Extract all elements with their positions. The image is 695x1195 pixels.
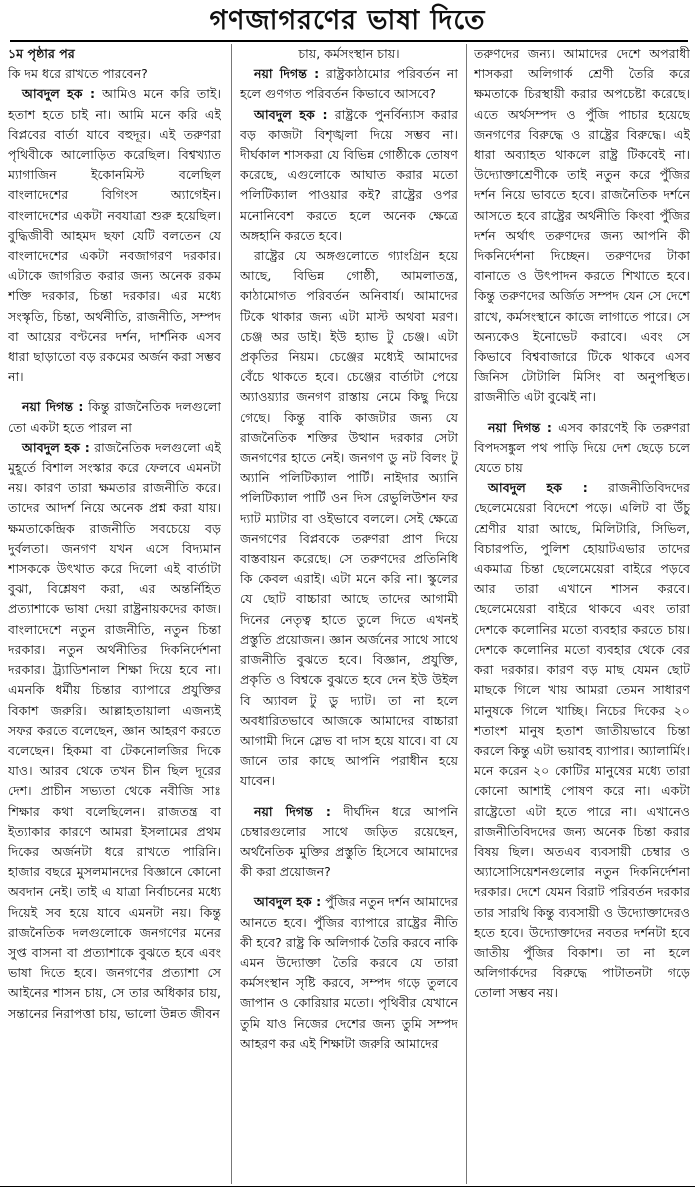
paragraph-text: দীর্ঘদিন ধরে আপনি চেম্বারগুলোর সাথে জড়িত রয়েছেন, অর্থনৈতিক মুক্তির প্রস্তুতি হিসেবে আমাদের কী করা প্রয়োজন? xyxy=(240,803,458,880)
speaker-label: নয়া দিগন্ত : xyxy=(254,803,331,819)
column-divider xyxy=(231,44,232,1184)
paragraph-text: এসব কারণেই কি তরুণরা বিপদসঙ্কুল পথ পাড়ি দিয়ে দেশ ছেড়ে চলে যেতে চায় xyxy=(474,419,690,476)
paragraph xyxy=(240,105,458,246)
speaker-label: নয়া দিগন্ত : xyxy=(254,66,320,82)
paragraph xyxy=(474,418,690,479)
paragraph-text: রাজনীতিবিদদের ছেলেমেয়েরা বিদেশে পড়ে। এলিট বা উঁচু শ্রেণীর যারা আছে, মিলিটারি, সিভিল, বিচারপতি, পুলিশ হোয়াটএভার তাদের একমাত্র চিন্তা ছেলেমেয়েরা বাইরে পড়বে আর তারা এখানে শাসন করবে। ছেলেমেয়েরা বাইরে থাকবে এবং তারা দেশকে কলোনির মতো ব্যবহার করতে চায়। দেশকে কলোনির মতো ব্যবহার থেকে বের করা দরকার। কারণ বড় মাছ যেমন ছোট মাছকে গিলে খায় আমরা তেমন সাধারণ মানুষকে গিলে খাচ্ছি। নিচের দিকের ২০ শতাংশ মানুষ হতাশ জাতীয়ভাবে চিন্তা করলে কিন্তু এটা ভয়াবহ ব্যাপার। অ্যালার্মিং। মনে করেন ২০ কোটির মানুষের মধ্যে তারা কোনো আশাই পোষণ করে না। একটা রাষ্ট্রেতো এটা হতে পারে না। এখানেও রাজনীতিবিদদের জন্য অনেক চিন্তা করার বিষয় ছিল। অতএব ব্যবসায়ী চেম্বার ও অ্যাসোসিয়েশনগুলোর নতুন দিকনির্দেশনা দরকার। দেশে যেমন বিরাট পরিবর্তন দরকার তার সারথি কিন্তু ব্যবসায়ী ও উদ্যোক্তাদেরও হতে হবে। উদ্যোক্তাদের নবতর দর্শনটা হবে জাতীয় পুঁজির বিকাশ। তা না হলে অলিগার্কদের বিরুদ্ধে পাটাতনটা গড়ে তোলা সম্ভব নয়। xyxy=(474,480,690,1001)
speaker-label: নয়া দিগন্ত : xyxy=(488,419,552,435)
paragraph xyxy=(240,44,458,64)
paragraph-text: কিন্তু রাজনৈতিক দলগুলো তো একটা হতে পারল না xyxy=(8,399,221,435)
article-column-1 xyxy=(8,44,221,1184)
speaker-label: আবদুল হক : xyxy=(254,106,328,122)
speaker-label: আবদুল হক : xyxy=(22,86,96,102)
paragraph xyxy=(240,892,458,1054)
paragraph-text: রাষ্ট্রকাঠামোর পরিবর্তন না হলে গুণগত পরিবর্তন কিভাবে আসবে? xyxy=(240,66,458,102)
paragraph-text: রাজনৈতিক দলগুলো এই মুহূর্তে বিশাল সংস্কার করে ফেলবে এমনটা নয়। কারণ তারা ক্ষমতার রাজনীতি করে। তাদের আদর্শ নিয়ে অনেক প্রশ্ন করা যায়। ক্ষমতাকেন্দ্রিক রাজনীতি সবচেয়ে বড় দুর্বলতা। জনগণ যখন এসে বিদ্যমান শাসককে উৎখাত করে দিলো এই বার্তাটা বুঝা, বিশ্লেষণ করা, এর অন্তর্নিহিত প্রত্যাশাকে ভাষা দেয়া রাষ্ট্রনায়কদের কাজ। বাংলাদেশে নতুন রাজনীতি, নতুন চিন্তা দরকার। নতুন অর্থনীতির দিকনির্দেশনা দরকার। ট্র্যাডিশনাল শিক্ষা দিয়ে হবে না। এমনকি ধর্মীয় চিন্তার ব্যাপারে প্রযুক্তির বিকাশ জরুরি। আল্লাহতায়ালা এজন্যই সফর করতে বলেছেন, জ্ঞান আহরণ করতে বলেছেন। হিকমা বা টেকনোলজির দিকে যাও। আরব থেকে তখন চীন ছিল দূরের দেশ। প্রাচীন সভ্যতা থেকে নবীজি সাঃ শিক্ষার কথা বলেছিলেন। রাজতন্ত্র বা ইত্যাকার কারণে আমরা ইসলামের প্রথম দিকের অর্জনটা ধরে রাখতে পারিনি। হাজার বছরে মুসলমানদের বিজ্ঞানে কোনো অবদান নেই। তাই এ যাত্রা নির্বাচনের মধ্যে দিয়েই সব হয়ে যাবে এমনটা নয়। কিন্তু রাজনৈতিক দলগুলোকে জনগণের মনের সুপ্ত বাসনা বা প্রত্যাশাকে বুঝতে হবে এবং ভাষা দিতে হবে। জনগণের প্রত্যাশা সে আইনের শাসন চায়, সে তার অধিকার চায়, সন্তানের নিরাপত্তা চায়, ভালো উন্নত জীবন xyxy=(8,439,221,1021)
paragraph-text: রাষ্ট্রের যে অঙ্গগুলোতে গ্যাংগ্রিন হয়ে আছে, বিভিন্ন গোষ্ঠী, আমলাতন্ত্র, কাঠামোগত পরিবর্তন অনিবার্য। আমাদের টিকে থাকার জন্য এটা মাস্ট অথবা মরণ। চেঞ্জ অর ডাই। ইউ হ্যাভ টু চেঞ্জ। এটা প্রকৃতির নিয়ম। চেঞ্জের মধ্যেই আমাদের বেঁচে থাকতে হবে। চেঞ্জের বার্তাটা পেয়ে অ্যাওয়্যার জনগণ রাস্তায় নেমে কিছু দিয়ে গেছে। কিন্তু বাকি কাজটার জন্য যে রাজনৈতিক শক্তির উত্থান দরকার সেটা জনগণের হাতে নেই। জনগণ ডু নট বিলং টু অ্যানি পলিটিক্যাল পার্টি। নাইদার অ্যানি পলিটিক্যাল পার্টি ওন দিস রেভুলিউশন ফর দ্যাট ম্যাটার বা ওইভাবে বললে। সেই ক্ষেত্রে জনগণের বিপ্লবকে তরুণরা প্রাণ দিয়ে বাস্তবায়ন করেছে। সে তরুণদের প্রতিনিধি কি কেবল এরাই। এটা মনে করি না। স্কুলের যে ছোট বাচ্চারা আছে তাদের আগামী দিনের নেতৃত্ব হাতে তুলে দিতে এখনই প্রস্তুতি প্রয়োজন। জ্ঞান অর্জনের সাথে সাথে রাজনীতি বুঝতে হবে। বিজ্ঞান, প্রযুক্তি, প্রকৃতি ও বিশ্বকে বুঝতে হবে দেন ইউ উইল বি অ্যাবল টু ডু দ্যাট। তা না হলে অবধারিতভাবে আজকে আমাদের বাচ্চারা আগামী দিনে স্লেভ বা দাস হয়ে যাবে। বা যে জানে তার কাছে আপনি পরাধীন হয়ে যাবেন। xyxy=(240,248,458,789)
paragraph xyxy=(8,64,221,84)
paragraph xyxy=(8,438,221,1024)
paragraph xyxy=(240,802,458,883)
speaker-label: আবদুল হক : xyxy=(488,480,588,496)
paragraph xyxy=(240,64,458,104)
paragraph-text: পুঁজির নতুন দর্শন আমাদের আনতে হবে। পুঁজির ব্যাপারে রাষ্ট্রের নীতি কী হবে? রাষ্ট্র কি অলিগার্ক তৈরি করবে নাকি এমন উদ্যোক্তা তৈরি করবে যে তারা কর্মসংস্থান সৃষ্টি করবে, সম্পদ গড়ে তুলবে জাপান ও কোরিয়ার মতো। পৃথিবীর যেখানে তুমি যাও নিজের দেশের জন্য তুমি সম্পদ আহরণ কর এই শিক্ষাটা জরুরি আমাদের xyxy=(240,894,458,1051)
article-column-3 xyxy=(474,44,690,1184)
headline: গণজাগরণের ভাষা দিতে xyxy=(209,5,486,36)
paragraph xyxy=(8,84,221,387)
column-divider xyxy=(466,44,467,1184)
paragraph-text: কি দম ধরে রাখতে পারবেন? xyxy=(8,66,148,82)
headline-rule xyxy=(10,40,688,42)
paragraph-text: আমিও মনে করি তাই। হতাশ হতে চাই না। আমি মনে করি এই বিপ্লবের বার্তা যাবে বহুদূর। এই তরুণরা পৃথিবীকে আলোড়িত করেছিল। বিশ্বখ্যাত ম্যাগাজিন ইকোনমিস্ট বলেছিল বাংলাদেশের বিগিংস অ্যাগেইন। বাংলাদেশের একটা নবযাত্রা শুরু হয়েছিল। বুদ্ধিজীবী আহমদ ছফা যেটি বলতেন যে বাংলাদেশের একটা নবজাগরণ দরকার। এটাকে জাগরিত করার জন্য অনেক রকম শক্তি দরকার, চিন্তা দরকার। এর মধ্যে সংস্কৃতি, চিন্তা, অর্থনীতি, রাজনীতি, সম্পদ বা আয়ের বণ্টনের দর্শন, দার্শনিক এসব ধারা ছাড়াতো বড় রকমের অর্জন করা সম্ভব না। xyxy=(8,86,221,385)
speaker-label: আবদুল হক : xyxy=(254,894,322,910)
paragraph-text: চায়, কর্মসংস্থান চায়। xyxy=(298,46,400,61)
paragraph xyxy=(474,44,690,408)
continued-from-label: ১ম পৃষ্ঠার পর xyxy=(8,46,75,61)
article-column-2 xyxy=(240,44,458,1184)
paragraph-text: তরুণদের জন্য। আমাদের দেশে অপরাধী শাসকরা অলিগার্ক শ্রেণী তৈরি করে ক্ষমতাকে চিরস্থায়ী করার অপচেষ্টা করেছে। এতে অর্থসম্পদ ও পুঁজি পাচার হয়েছে জনগণের বিরুদ্ধে ও রাষ্ট্রের বিরুদ্ধে। এই ধারা অব্যাহত থাকলে রাষ্ট্র টিকবেই না। উদ্যোক্তাশ্রেণীকে তাই নতুন করে পুঁজির দর্শন নিয়ে ভাবতে হবে। রাজনৈতিক দর্শনে আসতে হবে রাষ্ট্রের অর্থনীতি কিংবা পুঁজির দর্শন অর্থাৎ তরুণদের জন্য আপনি কী দিকনির্দেশনা দিচ্ছেন। তরুণদের টাকা বানাতে ও উৎপাদন করতে শিখাতে হবে। কিন্তু তরুণদের অর্জিত সম্পদ যেন সে দেশে রাখে, কর্মসংস্থানে কাজে লাগাতে পারে। সে অন্যকেও ইনোভেট করাবে। এবং সে কিভাবে বিশ্ববাজারে টিকে থাকবে এসব জিনিস টোটালি মিসিং বা অনুপস্থিত। রাজনীতি এটা বুঝেই না। xyxy=(474,46,690,405)
speaker-label: নয়া দিগন্ত : xyxy=(22,399,84,415)
paragraph-text: রাষ্ট্রকে পুনর্বিন্যাস করার বড় কাজটা বিশৃঙ্খলা দিয়ে সম্ভব না। দীর্ঘকাল শাসকরা যে বিভিন্ন গোষ্ঠীকে তোষণ করেছে, এগুলোকে আঘাত করার মতো পলিটিক্যাল পাওয়ার কই? রাষ্ট্রের ওপর মনোনিবেশ করতে হলে অনেক ক্ষেত্রে অঙ্গহানি করতে হবে। xyxy=(240,106,458,243)
paragraph xyxy=(474,478,690,1003)
paragraph xyxy=(8,397,221,437)
speaker-label: আবদুল হক : xyxy=(22,439,90,455)
paragraph xyxy=(240,246,458,791)
